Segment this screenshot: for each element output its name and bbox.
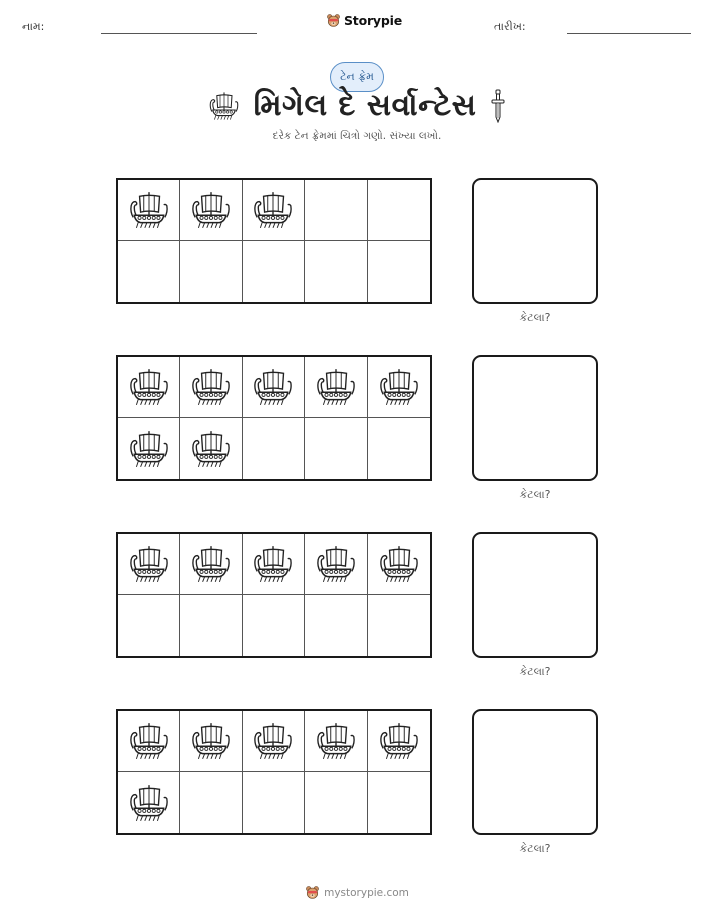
- viking-ship-icon: [128, 366, 170, 408]
- ten-frame-badge: ટેન ફ્રેમ: [330, 62, 384, 92]
- ten-frame-cell: [305, 711, 367, 772]
- ten-frame-cell: [180, 772, 242, 833]
- viking-ship-icon: [315, 543, 357, 585]
- ten-frame-cell: [368, 180, 430, 241]
- ten-frame: [116, 532, 432, 658]
- how-many-label: કેટલા?: [519, 842, 551, 855]
- answer-box[interactable]: [472, 355, 598, 481]
- bear-logo-icon: [326, 13, 341, 28]
- ten-frame-cell: [118, 357, 180, 418]
- viking-ship-icon: [252, 366, 294, 408]
- ten-frame-cell: [305, 180, 367, 241]
- ten-frame-cell: [368, 595, 430, 656]
- ten-frame-cell: [243, 180, 305, 241]
- ten-frame-cell: [243, 418, 305, 479]
- date-line[interactable]: [567, 33, 691, 34]
- name-label: નામ:: [22, 20, 45, 33]
- ten-frame-cell: [118, 711, 180, 772]
- viking-ship-icon: [190, 189, 232, 231]
- answer-box[interactable]: [472, 178, 598, 304]
- viking-ship-icon: [252, 720, 294, 762]
- instructions: દરેક ટેન ફ્રેમમાં ચિત્રો ગણો. સંખ્યા લખો.: [272, 130, 442, 142]
- brand-name: Storypie: [344, 13, 402, 28]
- viking-ship-icon: [315, 720, 357, 762]
- ten-frame-cell: [305, 595, 367, 656]
- footer-url[interactable]: mystorypie.com: [324, 886, 409, 899]
- page-title: મિગેલ દે સર્વાન્ટેસ: [253, 88, 477, 123]
- ten-frame-cell: [305, 418, 367, 479]
- how-many-label: કેટલા?: [519, 665, 551, 678]
- ten-frame-cell: [305, 534, 367, 595]
- viking-ship-icon: [128, 782, 170, 824]
- ten-frame-cell: [180, 418, 242, 479]
- viking-ship-icon: [128, 189, 170, 231]
- ten-frame-cell: [180, 595, 242, 656]
- ten-frame-cell: [118, 418, 180, 479]
- ten-frame-cell: [118, 772, 180, 833]
- viking-ship-icon: [128, 543, 170, 585]
- viking-ship-icon: [190, 428, 232, 470]
- ten-frame-cell: [243, 534, 305, 595]
- ten-frame: [116, 355, 432, 481]
- ten-frame-cell: [243, 711, 305, 772]
- sword-icon: [490, 89, 506, 123]
- viking-ship-icon: [315, 366, 357, 408]
- ten-frame: [116, 178, 432, 304]
- viking-ship-icon: [190, 720, 232, 762]
- answer-box[interactable]: [472, 709, 598, 835]
- ten-frame-cell: [305, 772, 367, 833]
- ten-frame-cell: [243, 357, 305, 418]
- footer: [0, 885, 714, 900]
- answer-box[interactable]: [472, 532, 598, 658]
- viking-ship-icon: [252, 189, 294, 231]
- title-row: [0, 88, 714, 123]
- viking-ship-icon: [378, 543, 420, 585]
- viking-ship-icon: [378, 720, 420, 762]
- ten-frame-cell: [368, 772, 430, 833]
- ten-frame-cell: [180, 357, 242, 418]
- viking-ship-icon: [128, 428, 170, 470]
- ten-frame-cell: [243, 241, 305, 302]
- ten-frame-cell: [305, 357, 367, 418]
- viking-ship-icon: [378, 366, 420, 408]
- date-label: તારીખ:: [494, 20, 526, 33]
- ten-frame-cell: [118, 241, 180, 302]
- ten-frame-cell: [180, 180, 242, 241]
- ten-frame-cell: [368, 241, 430, 302]
- storypie-logo: [326, 13, 402, 28]
- how-many-label: કેટલા?: [519, 311, 551, 324]
- ten-frame-cell: [180, 711, 242, 772]
- ten-frame-cell: [305, 241, 367, 302]
- ten-frame-cell: [118, 180, 180, 241]
- how-many-label: કેટલા?: [519, 488, 551, 501]
- ten-frame: [116, 709, 432, 835]
- ten-frame-cell: [243, 772, 305, 833]
- viking-ship-icon: [190, 366, 232, 408]
- ten-frame-cell: [368, 534, 430, 595]
- ten-frame-cell: [368, 711, 430, 772]
- ten-frame-cell: [368, 418, 430, 479]
- ten-frame-cell: [118, 534, 180, 595]
- ten-frame-cell: [243, 595, 305, 656]
- viking-ship-icon: [190, 543, 232, 585]
- ten-frame-cell: [180, 241, 242, 302]
- bear-logo-icon: [305, 885, 320, 900]
- name-line[interactable]: [101, 33, 257, 34]
- ten-frame-cell: [180, 534, 242, 595]
- ten-frame-cell: [368, 357, 430, 418]
- ten-frame-cell: [118, 595, 180, 656]
- viking-ship-icon: [128, 720, 170, 762]
- viking-ship-icon: [208, 90, 240, 122]
- viking-ship-icon: [252, 543, 294, 585]
